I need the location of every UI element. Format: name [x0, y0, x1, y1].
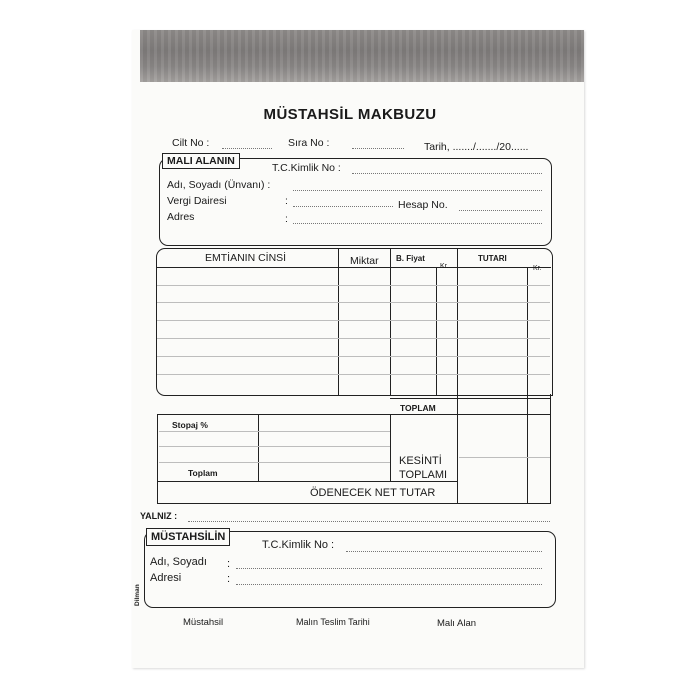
buyer-section-tab: MALI ALANIN [162, 153, 240, 169]
date-field[interactable]: Tarih, ......./......./20...... [424, 141, 529, 153]
buyer-name-field[interactable] [293, 190, 542, 191]
toplam-left-label: Toplam [188, 468, 218, 478]
signature-teslim-tarihi: Malın Teslim Tarihi [296, 617, 370, 627]
toplam-bottom-line [157, 414, 551, 415]
header-row-divider [157, 267, 551, 268]
toplam-label: TOPLAM [400, 403, 436, 413]
net-bottom-line [157, 503, 551, 504]
buyer-tc-field[interactable] [352, 173, 542, 174]
signature-mustahsil: Müstahsil [183, 617, 224, 628]
item-row-line [157, 285, 550, 286]
yalniz-field[interactable] [188, 521, 550, 522]
net-amount-label: ÖDENECEK NET TUTAR [310, 487, 436, 499]
cilt-no-field[interactable] [222, 148, 272, 149]
deduction-divider-2 [390, 415, 391, 482]
item-row-line [157, 302, 550, 303]
address-label: Adres [167, 211, 195, 223]
account-no-label: Hesap No. [398, 199, 448, 211]
item-row-line [157, 320, 550, 321]
buyer-tc-label: T.C.Kimlik No : [272, 162, 341, 174]
item-row-line [157, 356, 550, 357]
col-header-bfiyat: B. Fiyat [396, 254, 425, 263]
signature-mali-alan: Malı Alan [437, 618, 477, 629]
account-no-field[interactable] [459, 210, 542, 211]
col-header-tutari: TUTARI [478, 254, 507, 263]
stopaj-label: Stopaj % [172, 420, 208, 430]
col-divider-bfiyat-kr [436, 267, 437, 395]
toplam-top-line [390, 398, 551, 399]
form-title: MÜSTAHSİL MAKBUZU [263, 106, 437, 123]
deduction-bottom-line [157, 481, 457, 482]
col-header-cinsi: EMTİANIN CİNSİ [205, 252, 287, 264]
tax-office-colon: : [285, 195, 288, 207]
producer-tc-field[interactable] [346, 551, 542, 552]
yalniz-label: YALNIZ : [140, 511, 178, 521]
col-header-tutari-kr: Kr. [533, 265, 542, 272]
producer-tc-label: T.C.Kimlik No : [262, 539, 335, 551]
kesinti-label: KESİNTİ [399, 455, 442, 467]
deduction-divider [258, 415, 259, 482]
sira-no-label: Sıra No : [288, 137, 330, 149]
printer-brand: Dilman [134, 584, 141, 606]
kesinti-row-line [459, 457, 550, 458]
producer-name-colon: : [227, 558, 231, 570]
deduction-row-line [159, 462, 390, 463]
item-row-line [157, 338, 550, 339]
binding-strip [140, 30, 584, 82]
address-colon: : [285, 213, 288, 225]
producer-section-tab: MÜSTAHSİLİN [146, 528, 230, 546]
kesinti-label-2: TOPLAMI [399, 469, 448, 481]
producer-name-field[interactable] [236, 568, 542, 569]
deduction-left-border [157, 414, 158, 482]
deduction-row-line [159, 431, 390, 432]
tax-office-field[interactable] [293, 206, 393, 207]
producer-name-label: Adı, Soyadı [150, 556, 207, 568]
col-divider-tutari [457, 249, 458, 503]
item-row-line [157, 374, 550, 375]
tax-office-label: Vergi Dairesi [167, 195, 227, 207]
producer-address-field[interactable] [236, 584, 542, 585]
totals-right-border [550, 394, 551, 504]
deduction-row-line [159, 446, 390, 447]
producer-address-colon: : [227, 573, 231, 585]
cilt-no-label: Cilt No : [172, 137, 210, 149]
sira-no-field[interactable] [352, 148, 404, 149]
buyer-name-label: Adı, Soyadı (Ünvanı) : [167, 179, 271, 191]
col-header-miktar: Miktar [350, 255, 379, 267]
col-divider-tutari-kr [527, 268, 528, 503]
producer-address-label: Adresi [150, 572, 182, 584]
address-field[interactable] [293, 223, 542, 224]
col-header-bfiyat-kr: Kr. [440, 263, 449, 270]
net-left-border [157, 482, 158, 503]
